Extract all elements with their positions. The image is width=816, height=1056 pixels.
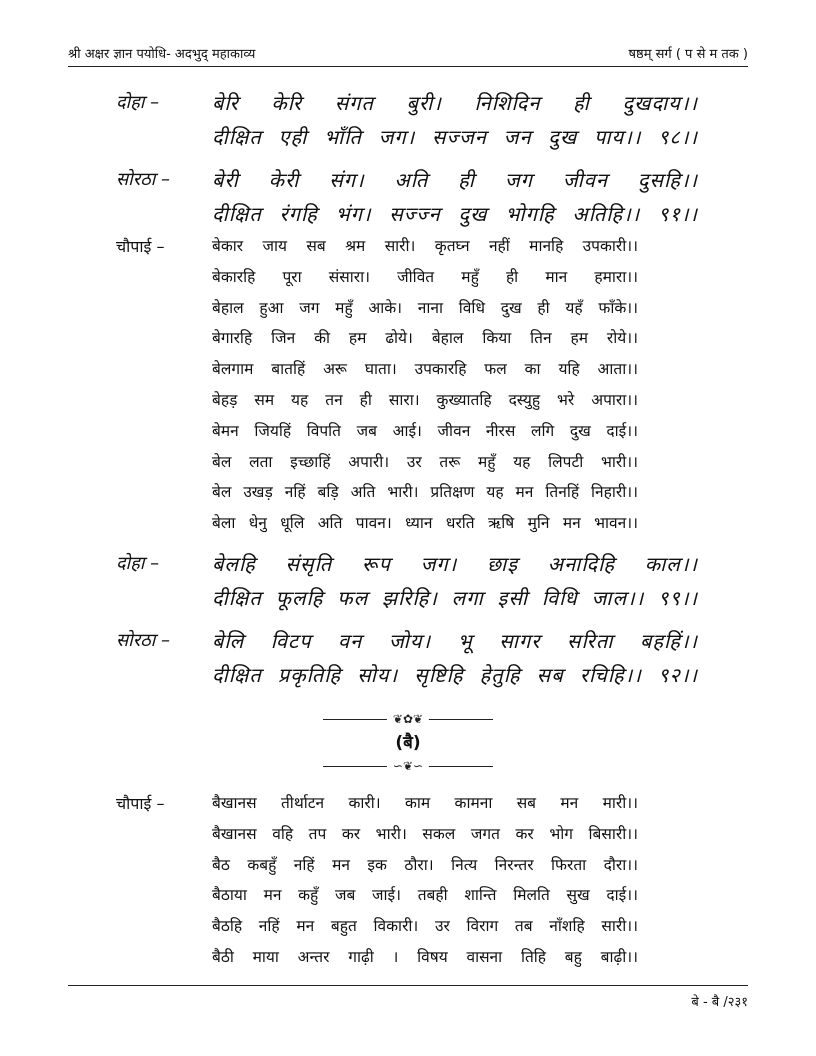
section-heading	[0, 731, 816, 755]
verse-label: चौपाई –	[116, 794, 165, 813]
verse-line: बेलि विटप वन जोय। भू सागर सरिता बहहिं।।	[212, 629, 698, 653]
verse-label: चौपाई –	[116, 237, 165, 256]
section-divider-top	[0, 711, 816, 730]
verse-line: बेहड़ सम यह तन ही सारा। कुख्यातहि दस्युहु भरे अपारा।।	[212, 390, 638, 409]
verse-lines	[212, 86, 698, 154]
footer-divider	[68, 985, 748, 986]
verse-line: बेगारहि जिन की हम ढोये। बेहाल किया तिन हम रोये।।	[212, 329, 638, 348]
verse-label: दोहा –	[116, 553, 160, 574]
flourish-line: ∽❦∽	[323, 759, 493, 773]
book-title: श्री अक्षर ज्ञान पयोधि- अदभुद् महाकाव्य	[68, 47, 256, 62]
verse-line: बेमन जियहिं विपति जब आई। जीवन नीरस लगि दुख दाई।।	[212, 421, 638, 440]
flourish-line: ❦✿❦	[323, 712, 493, 726]
header-divider	[68, 66, 748, 67]
verse-line: बेला धेनु धूलि अति पावन। ध्यान धरति ऋषि मुनि मन भावन।।	[212, 514, 638, 533]
verse-line: दीक्षित प्रकृतिहि सोय। सृष्टिहि हेतुहि सब रचिहि।। ९२।।	[212, 663, 698, 687]
verse-line: बेल उखड़ नहिं बड़ि अति भारी। प्रतिक्षण यह मन तिनहिं निहारी।।	[212, 483, 638, 502]
verse-line: दीक्षित रंगहि भंग। सज्ज्न दुख भोगहि अतिहि।। ९१।।	[212, 202, 698, 226]
verse-label: सोरठा –	[116, 630, 171, 651]
verse-line: दीक्षित फूलहि फल झरिहि। लगा इसी विधि जाल।। ९९।।	[212, 586, 698, 610]
verse-line: बैठी माया अन्तर गाढ़ी । विषय वासना तिहि बहु बाढ़ी।।	[212, 947, 638, 966]
verse-line: बैठाया मन कहुँ जब जाई। तबही शान्ति मिलति सुख दाई।।	[212, 886, 638, 905]
verse-line: बैखानस तीर्थाटन कारी। काम कामना सब मन मारी।।	[212, 794, 638, 812]
verse-line: बेरि केरि संगत बुरी। निशिदिन ही दुखदाय।।	[212, 91, 698, 115]
verse-label: दोहा –	[116, 92, 160, 113]
verse-line: बेहाल हुआ जग महुँ आके। नाना विधि दुख ही यहँ फाँके।।	[212, 298, 638, 317]
verse-lines	[212, 547, 698, 615]
verse-line: बैठ कबहुँ नहिं मन इक ठौरा। नित्य निरन्तर फिरता दौरा।।	[212, 855, 638, 874]
chapter-title: षष्ठम् सर्ग ( प से म तक )	[628, 47, 748, 62]
verse-line: बैखानस वहि तप कर भारी। सकल जगत कर भोग बिसारी।।	[212, 824, 638, 843]
verse-lines	[212, 231, 698, 539]
page-header	[68, 44, 748, 66]
verse-line: बेकारहि पूरा संसारा। जीवित महुँ ही मान हमारा।।	[212, 267, 638, 286]
verse-line: बेलहि संसृति रूप जग। छाइ अनादिहि काल।।	[212, 552, 698, 576]
section-divider-bottom	[0, 758, 816, 777]
verse-lines	[212, 788, 698, 973]
page-footer	[691, 992, 748, 1010]
verse-line: बेकार जाय सब श्रम सारी। कृतघ्न नहीं मानहि उपकारी।।	[212, 237, 638, 255]
section-letter: (बै)	[395, 733, 421, 753]
verse-lines	[212, 624, 698, 692]
verse-line: दीक्षित एही भाँति जग। सज्जन जन दुख पाय।। ९८।।	[212, 125, 698, 149]
verse-line: बेरी केरी संग। अति ही जग जीवन दुसहि।।	[212, 168, 698, 192]
verse-line: बेलगाम बातहिं अरू घाता। उपकारहि फल का यहि आता।।	[212, 360, 638, 379]
page-number: बे - बै /२३१	[691, 995, 748, 1010]
verse-label: सोरठा –	[116, 169, 171, 190]
verse-line: बेल लता इच्छाहिं अपारी। उर तरू महुँ यह लिपटी भारी।।	[212, 452, 638, 471]
verse-line: बैठहि नहिं मन बहुत विकारी। उर विराग तब नाँशहि सारी।।	[212, 917, 638, 936]
verse-lines	[212, 163, 698, 231]
